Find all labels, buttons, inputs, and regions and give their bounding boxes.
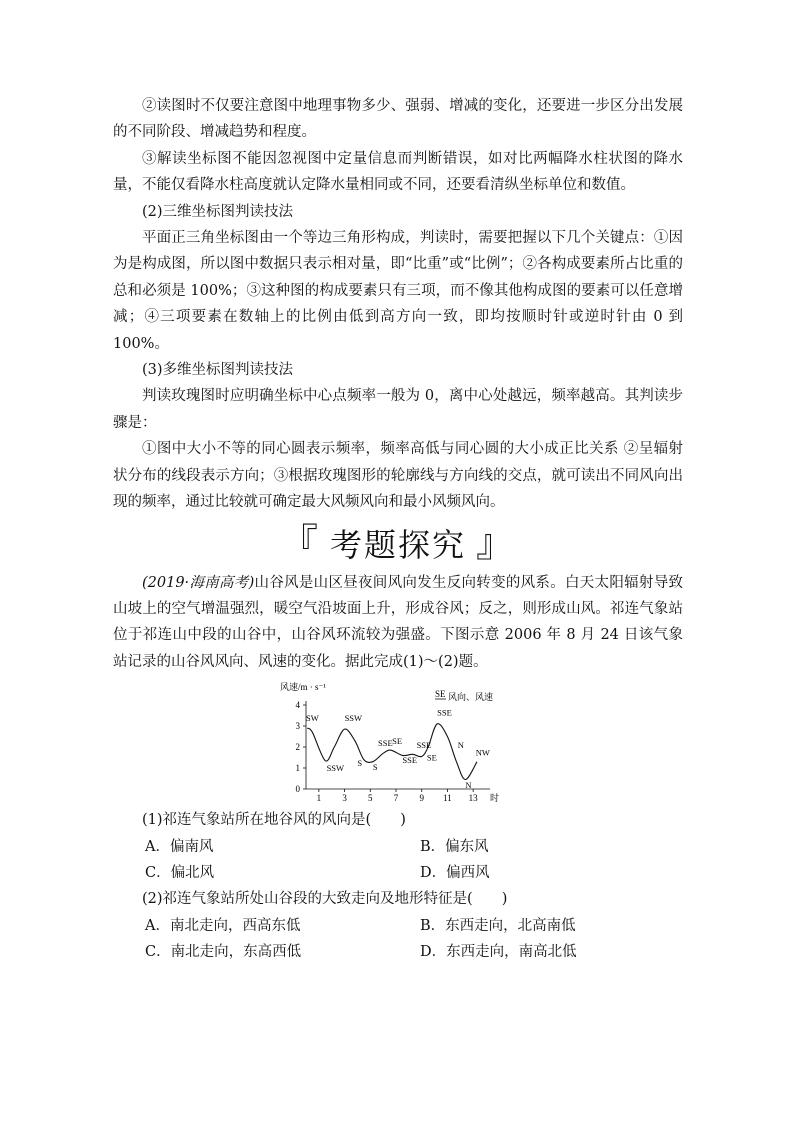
wind-direction-label: SSW	[344, 712, 363, 723]
x-tick-label: 5	[368, 793, 373, 804]
paragraph-rose-chart-steps: ①图中大小不等的同心圆表示频率，频率高低与同心圆的大小成正比关系 ②呈辐射状分布的线段表示方向；③根据玫瑰图形的轮廓线与方向线的交点，就可读出不同风向出现的频率，通过比较就可确定最大风频风向和最小风频风向。	[113, 441, 683, 511]
wind-direction-label: SSE	[437, 707, 452, 718]
heading-multidim-chart: (3)多维坐标图判读技法	[142, 362, 294, 379]
paragraph-quantitative-info: ③解读坐标图不能因忽视图中定量信息而判断错误，如对比两幅降水柱状图的降水量，不能仅看降水柱高度就认定降水量相同或不同，还要看清纵坐标单位和数值。	[113, 150, 683, 194]
y-tick-label: 3	[295, 721, 300, 732]
y-tick-label: 0	[295, 784, 300, 795]
y-tick-label: 2	[295, 742, 300, 753]
wind-direction-label: SSE	[416, 740, 432, 751]
question-2-stem: (2)祁连气象站所处山谷段的大致走向及地形特征是( )	[142, 891, 508, 908]
wind-direction-label: SSE	[402, 754, 418, 765]
heading-3d-chart: (2)三维坐标图判读技法	[142, 203, 294, 220]
legend	[435, 689, 493, 702]
y-tick-label: 4	[295, 700, 300, 711]
q1-option-a[interactable]: A．偏南风	[145, 838, 214, 855]
wind-direction-label: SE	[426, 752, 437, 763]
title-right-bracket: 』	[476, 520, 517, 565]
title-left-bracket: 『	[279, 520, 320, 565]
document-page	[113, 93, 683, 966]
chart-container	[113, 681, 683, 805]
title-text: 考题探究	[329, 525, 466, 564]
legend-label: 风向、风速	[448, 692, 494, 703]
wind-direction-label: SSE	[378, 738, 393, 749]
question-2-options	[113, 913, 683, 966]
q2-option-c[interactable]: C．南北走向，东高西低	[145, 944, 302, 961]
x-tick-label: 11	[443, 793, 452, 804]
paragraph-reading-tips: ②读图时不仅要注意图中地理事物多少、强弱、增减的变化，还要进一步区分出发展的不同阶段、增减趋势和程度。	[113, 98, 683, 141]
question-1-stem: (1)祁连气象站所在地谷风的风向是( )	[142, 812, 406, 829]
question-intro	[113, 570, 683, 676]
wind-direction-label: N	[457, 740, 464, 751]
question-intro-text: 山谷风是山区昼夜间风向发生反向转变的风系。白天太阳辐射导致山坡上的空气增温强烈，暖空气沿坡面上升，形成谷风；反之，则形成山风。祁连气象站位于祁连山中段的山谷中，山谷风环流较为强盛。下图示意 2006 年 8 月 24 日该气象站记录的山谷风风向、风速的变化。据此完成(1)～(2)题。	[113, 574, 683, 670]
y-tick-label: 1	[295, 763, 300, 774]
x-tick-label: 9	[419, 793, 424, 804]
q2-option-b[interactable]: B．东西走向，北高南低	[420, 917, 576, 934]
x-axis-label: 时	[490, 793, 500, 804]
paragraph-triangle-chart: 平面正三角坐标图由一个等边三角形构成，判读时，需要把握以下几个关键点：①因为是构成图，所以图中数据只表示相对量，即“比重”或“比例”；②各构成要素所占比重的总和必须是 100%；③这种图的构成要素只有三项，而不像其他构成图的要素可以任意增减；④三项要素在数轴上的比例由低到高方向一致，即均按顺时针或逆时针由 0 到 100%。	[113, 230, 683, 352]
x-tick-label: 1	[316, 793, 322, 804]
x-tick-label: 3	[342, 793, 347, 804]
question-source: (2019·海南高考)	[142, 574, 255, 591]
x-tick-label: 7	[393, 793, 399, 804]
section-title	[113, 520, 683, 566]
x-tick-label: 13	[468, 793, 478, 804]
y-axis-label: 风速/m · s⁻¹	[280, 682, 326, 693]
wind-direction-label: SE	[392, 735, 403, 746]
wind-direction-label: SW	[306, 712, 319, 723]
wind-direction-label: N	[465, 780, 472, 791]
wind-direction-label: S	[372, 762, 378, 773]
q2-option-d[interactable]: D．东西走向，南高北低	[420, 944, 577, 961]
q2-option-a[interactable]: A．南北走向，西高东低	[145, 917, 301, 934]
wind-direction-label: S	[357, 758, 363, 769]
question-1-options	[113, 834, 683, 887]
q1-option-d[interactable]: D．偏西风	[420, 864, 490, 881]
wind-direction-label: NW	[475, 747, 490, 758]
paragraph-rose-chart-intro: 判读玫瑰图时应明确坐标中心点频率一般为 0，离中心处越远，频率越高。其判读步骤是：	[113, 388, 683, 431]
q1-option-b[interactable]: B．偏东风	[420, 838, 489, 855]
wind-speed-chart	[278, 681, 518, 805]
legend-symbol: SE	[435, 689, 446, 700]
wind-direction-label: SSW	[326, 763, 345, 774]
q1-option-c[interactable]: C．偏北风	[145, 864, 215, 881]
